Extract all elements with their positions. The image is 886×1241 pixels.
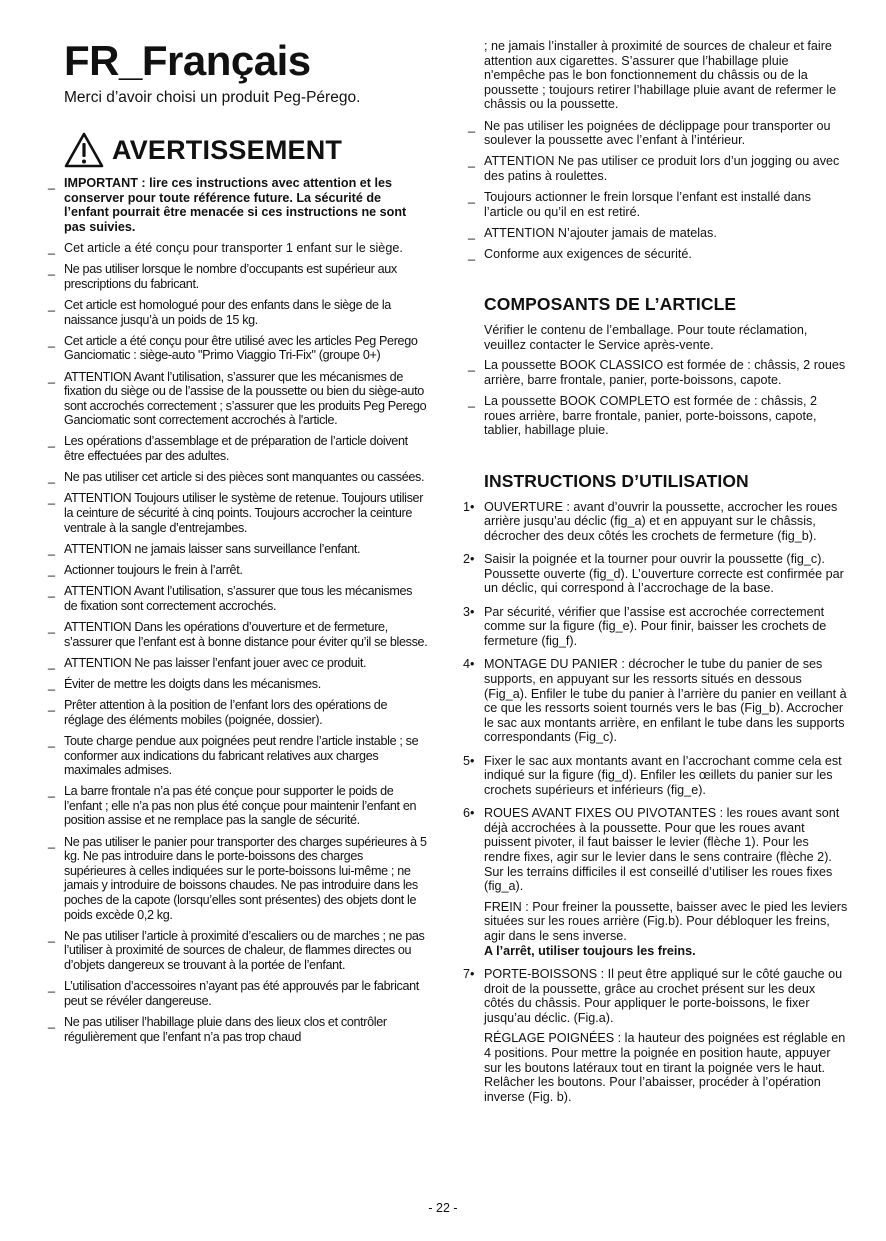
warning-triangle-icon [64, 132, 104, 168]
instructions-heading: INSTRUCTIONS D’UTILISATION [484, 470, 749, 491]
instruction-step [463, 604, 848, 649]
step-number: 4• [463, 657, 475, 672]
components-list [466, 358, 848, 438]
left-column [46, 36, 428, 1051]
list-item: _ La poussette BOOK COMPLETO est formée de : châssis, 2 roues arrière, barre frontale, panier, porte-boissons, capote, tablier, habillage pluie. [466, 394, 848, 438]
components-intro: Vérifier le contenu de l’emballage. Pour toute réclamation, veuillez contacter le Service après-vente. [484, 323, 808, 352]
list-item: _ ATTENTION Avant l’utilisation, s’assurer que tous les mécanismes de fixation sont correctement accrochés. [46, 584, 428, 613]
step-text: OUVERTURE : avant d’ouvrir la poussette, accrocher les roues arrière jusqu’au déclic (fig_a) et en appuyant sur le châssis, décrocher des deux côtés les crochets de fermeture (fig_b). [484, 499, 838, 543]
list-item: _ Éviter de mettre les doigts dans les mécanismes. [46, 677, 428, 692]
list-item: _ ATTENTION Avant l’utilisation, s’assurer que les mécanismes de fixation du siège ou de l’assise de la poussette ou bien du siège-auto sont accrochés correctement ; s’assurer que les produits Peg Perego Ganciomatic sont correctement accrochés à l'article. [46, 370, 428, 428]
warning-heading [64, 132, 428, 168]
instruction-step [463, 552, 848, 596]
brake-bold-text: A l’arrêt, utiliser toujours les freins. [484, 943, 696, 958]
list-item: _ Ne pas utiliser l’article à proximité d’escaliers ou de marches ; ne pas l’utiliser à proximité de sources de chaleur, de flammes directes ou d’objets dangereux se trouvant à la portée de l’enfant. [46, 929, 428, 973]
list-item: _ L’utilisation d’accessoires n’ayant pas été approuvés par le fabricant peut se révéler dangereuse. [46, 979, 428, 1008]
components-heading: COMPOSANTS DE L’ARTICLE [484, 294, 737, 315]
list-item: _ IMPORTANT : lire ces instructions avec attention et les conserver pour toute référence future. La sécurité de l’enfant pourrait être menacée si ces instructions ne sont pas suivies. [46, 176, 428, 234]
list-item: _ Cet article a été conçu pour transporter 1 enfant sur le siège. [46, 241, 428, 256]
page-number: - 22 - [428, 1201, 458, 1215]
step-number: 5• [463, 753, 475, 768]
right-column [463, 39, 848, 1113]
step-text: Par sécurité, vérifier que l’assise est accrochée correctement comme sur la figure (fig_e). Pour finir, baisser les crochets de fermeture (fig_f). [484, 604, 827, 648]
step-subtext: RÉGLAGE POIGNÉES : la hauteur des poignées est réglable en 4 positions. Pour mettre la poignée en position haute, appuyer sur les boutons latéraux tout en tirant la poignée vers le haut. Relâcher les boutons. Pour l’abaisser, procéder à l’opération inverse (Fig. b). [484, 1031, 846, 1104]
list-item: _ Cet article est homologué pour des enfants dans le siège de la naissance jusqu’à un poids de 15 kg. [46, 298, 428, 327]
warning-list-continued [466, 119, 848, 262]
step-number: 1• [463, 499, 475, 514]
list-item: _ Conforme aux exigences de sécurité. [466, 247, 848, 262]
list-item: _ Ne pas utiliser lorsque le nombre d’occupants est supérieur aux prescriptions du fabricant. [46, 262, 428, 291]
list-item: _ ATTENTION Ne pas utiliser ce produit lors d’un jogging ou avec des patins à roulettes. [466, 154, 848, 183]
warning-continuation: ; ne jamais l’installer à proximité de sources de chaleur et faire attention aux cigarettes. S’assurer que l’habillage pluie n'empêche pas le bon fonctionnement du châssis ou de la poussette ; toujours retirer l’habillage pluie avant de refermer le châssis ou la poussette. [484, 39, 837, 112]
warning-list [46, 176, 428, 1044]
list-item: _ Actionner toujours le frein à l’arrêt. [46, 563, 428, 578]
step-number: 7• [463, 967, 475, 982]
step-number: 2• [463, 552, 475, 567]
step-text: PORTE-BOISSONS : Il peut être appliqué sur le côté gauche ou droit de la poussette, grâce au crochet présent sur les deux côtés du châssis. Pour appliquer le porte-boissons, le fixer jusqu’au déclic. (Fig.a). [484, 967, 843, 1025]
instruction-step [463, 967, 848, 1104]
list-item: _ Prêter attention à la position de l’enfant lors des opérations de réglage des éléments mobiles (poignée, dossier). [46, 698, 428, 727]
instruction-step [463, 753, 848, 798]
list-item: _ La barre frontale n’a pas été conçue pour supporter le poids de l’enfant ; elle n’a pas non plus été conçue pour maintenir l’enfant en position assise et ne remplace pas la sangle de sécurité. [46, 784, 428, 828]
instructions-list [463, 499, 848, 1105]
instruction-step [463, 499, 848, 544]
list-item: _ ATTENTION Dans les opérations d’ouverture et de fermeture, s’assurer que l’enfant est à bonne distance pour éviter qu’il se blesse. [46, 620, 428, 649]
list-item: _ ATTENTION N’ajouter jamais de matelas. [466, 226, 848, 241]
list-item: _ Cet article a été conçu pour être utilisé avec les articles Peg Perego Ganciomatic : siège-auto "Primo Viaggio Tri-Fix" (groupe 0+) [46, 334, 428, 363]
list-item: _ Toute charge pendue aux poignées peut rendre l’article instable ; se conformer aux indications du fabricant relatives aux charges maximales admises. [46, 734, 428, 778]
step-number: 3• [463, 604, 475, 619]
instruction-step [463, 806, 848, 958]
step-text: ROUES AVANT FIXES OU PIVOTANTES : les roues avant sont déjà accrochées à la poussette. Pour que les roues avant puissent pivoter, il faut baisser le levier (flèche 1). Pour les rendre fixes, agir sur le levier dans le sens contraire (flèche 2). Sur les terrains difficiles il est conseillé d’utiliser les roues fixes (fig_a). [484, 806, 840, 894]
subtitle: Merci d’avoir choisi un produit Peg-Pérego. [64, 89, 361, 106]
step-subtext [484, 900, 848, 958]
step-number: 6• [463, 806, 475, 821]
list-item: _ ATTENTION ne jamais laisser sans surveillance l’enfant. [46, 542, 428, 557]
list-item: _ La poussette BOOK CLASSICO est formée de : châssis, 2 roues arrière, barre frontale, panier, porte-boissons, capote. [466, 358, 848, 387]
list-item: _ Ne pas utiliser le panier pour transporter des charges supérieures à 5 kg. Ne pas introduire dans le porte-boissons des charges supérieures à celles indiquées sur le porte-boissons lui-même ; ne jamais y introduire de boissons chaudes. Ne pas introduire dans les poches de la capote (lorsqu’elles sont présentes) des objets dont le poids excède 0,2 kg. [46, 835, 428, 923]
list-item: _ Toujours actionner le frein lorsque l’enfant est installé dans l’article ou qu’il en est retiré. [466, 190, 848, 219]
list-item: _ Ne pas utiliser l’habillage pluie dans des lieux clos et contrôler régulièrement que l’enfant n’a pas trop chaud [46, 1015, 428, 1044]
page-title: FR_Français [64, 37, 311, 84]
list-item: _ Les opérations d’assemblage et de préparation de l’article doivent être effectuées par des adultes. [46, 434, 428, 463]
brake-text: FREIN : Pour freiner la poussette, baisser avec le pied les leviers situées sur les roues arrière (Fig.b). Pour débloquer les freins, agir dans le sens inverse. [484, 899, 848, 944]
list-item: _ ATTENTION Ne pas laisser l’enfant jouer avec ce produit. [46, 656, 428, 671]
instruction-step [463, 657, 848, 745]
step-text: Fixer le sac aux montants avant en l’accrochant comme cela est indiqué sur la figure (fig_d). Enfiler les œillets du panier sur les crochets supérieurs et inférieurs (fig_e). [484, 753, 842, 797]
list-item: _ ATTENTION Toujours utiliser le système de retenue. Toujours utiliser la ceinture de sécurité à cinq points. Toujours accrocher la ceinture ventrale à la sangle d’entrejambes. [46, 491, 428, 535]
step-text: MONTAGE DU PANIER : décrocher le tube du panier de ses supports, en appuyant sur les ressorts situés en dessous (Fig_a). Enfiler le tube du panier à l’arrière du panier en veillant à ce que les ressorts soient tournés vers le bas (Fig_b). Accrocher le sac aux montants arrière, en enfilant le tube dans les supports correspondants (Fig_c). [484, 657, 847, 745]
step-text: Saisir la poignée et la tourner pour ouvrir la poussette (fig_c). Poussette ouverte (fig_d). L’ouverture correcte est confirmée par un déclic, qui correspond à l’accrochage de la base. [484, 552, 844, 596]
list-item: _ Ne pas utiliser les poignées de déclippage pour transporter ou soulever la poussette avec l’enfant à l’intérieur. [466, 119, 848, 148]
warning-title: AVERTISSEMENT [112, 134, 343, 165]
list-item: _ Ne pas utiliser cet article si des pièces sont manquantes ou cassées. [46, 470, 428, 485]
